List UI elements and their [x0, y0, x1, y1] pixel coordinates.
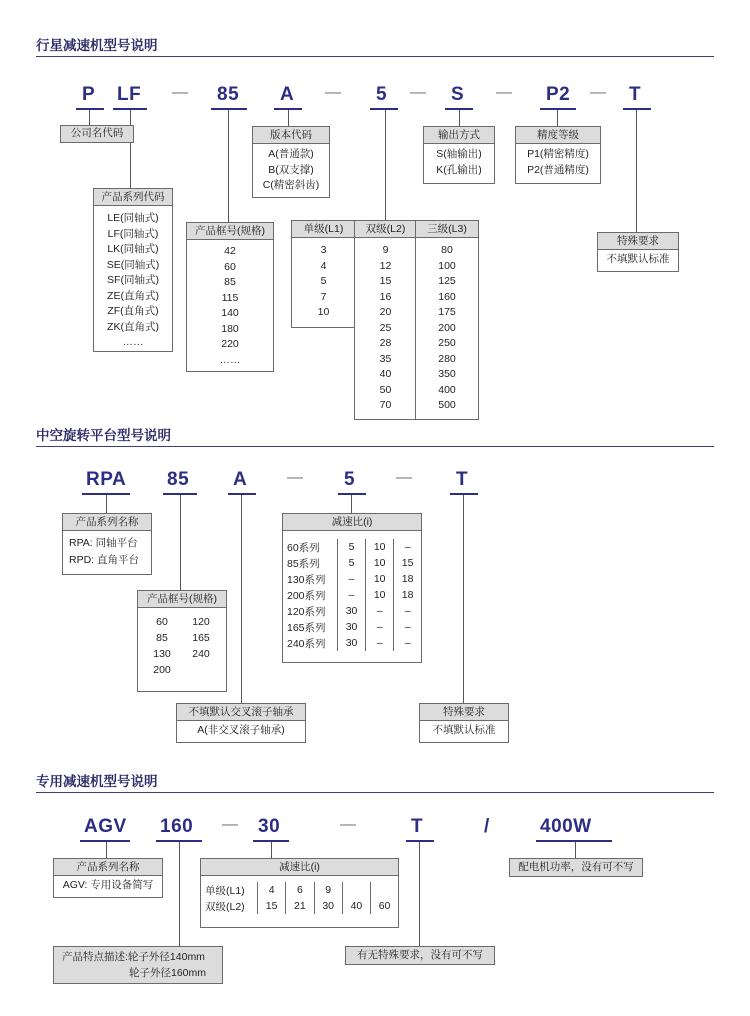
code-s: S — [451, 84, 465, 105]
output-item: S(轴输出) — [436, 148, 482, 160]
ratio-value: – — [338, 571, 366, 587]
rotary-series-box — [62, 513, 152, 575]
code-p2: P2 — [546, 84, 571, 105]
ratio-label: 60系列 — [283, 539, 338, 555]
ratio-label: 双级(L2) — [201, 898, 258, 914]
frame-value: 165 — [192, 632, 210, 644]
section1-rule — [36, 56, 714, 57]
ratio-label: 165系列 — [283, 619, 338, 635]
feature-line: 轮子外径140mm — [127, 951, 205, 963]
series-item: ZK(直角式) — [107, 320, 159, 333]
code-p: P — [82, 84, 96, 105]
frame-value: 130 — [153, 648, 171, 660]
ratio-l1-list — [292, 238, 355, 321]
feature-label: 产品特点描述: — [62, 951, 128, 963]
section3-rule — [36, 792, 714, 793]
ratio-value: 100 — [438, 259, 456, 272]
connector — [351, 495, 352, 513]
connector — [419, 842, 420, 946]
code-lf: LF — [117, 84, 142, 105]
ratio-value: 18 — [401, 573, 414, 585]
ratio-value: 5 — [338, 555, 366, 571]
series-code-box — [93, 188, 173, 352]
ratio-value: 9 — [382, 244, 389, 256]
ratio-value: 12 — [379, 259, 392, 272]
code-5-underline — [370, 108, 398, 110]
code-t: T — [629, 84, 642, 105]
ratio-value: 10 — [366, 539, 394, 555]
ratio-label: 120系列 — [283, 603, 338, 619]
precision-head: 精度等级 — [516, 127, 600, 144]
precision-item: P1(精密精度) — [527, 148, 589, 160]
ratio-value: – — [366, 603, 394, 619]
agv-motor-text: 配电机功率，没有可不写 — [518, 861, 634, 873]
ratio-value: 50 — [379, 383, 392, 396]
code-t-underline — [406, 840, 434, 842]
agv-ratio-box — [200, 858, 399, 928]
bearing-box — [176, 703, 306, 743]
code-a: A — [280, 84, 295, 105]
ratio-value: 9 — [314, 882, 342, 898]
ratio-value: 40 — [342, 898, 370, 914]
series-item: ZE(直角式) — [107, 289, 159, 302]
frame-item: …… — [219, 353, 241, 366]
ratio-value: 21 — [286, 898, 314, 914]
ratio-value: 200 — [438, 321, 456, 334]
dash: — — [410, 84, 426, 101]
feature-line: 轮子外径160mm — [129, 967, 207, 979]
dash: — — [590, 84, 606, 101]
ratio-value: – — [404, 637, 411, 649]
section2-rule — [36, 446, 714, 447]
ratio-value: – — [404, 605, 411, 617]
ratio-label: 130系列 — [283, 571, 338, 587]
rotary-frame-list — [138, 608, 226, 678]
ratio-value: 5 — [320, 275, 327, 287]
ratio-value: – — [404, 541, 411, 553]
agv-ratio-table — [201, 882, 398, 914]
table-row — [201, 898, 398, 914]
ratio-l2-col — [354, 220, 417, 420]
code-agv-underline — [80, 840, 130, 842]
frame-item: 180 — [221, 322, 239, 335]
ratio-value: 125 — [438, 275, 456, 287]
connector — [463, 495, 464, 703]
ratio-value: 16 — [379, 290, 392, 303]
bearing-head: 不填默认交叉滚子轴承 — [177, 704, 305, 721]
special-req-box — [597, 232, 679, 272]
connector — [130, 110, 131, 188]
version-code-box — [252, 126, 330, 198]
dash: — — [496, 84, 512, 101]
ratio-value: 70 — [379, 399, 392, 411]
dash: — — [325, 84, 341, 101]
ratio-value: – — [338, 587, 366, 603]
output-type-box — [423, 126, 495, 184]
table-row — [283, 635, 421, 651]
ratio-value: 280 — [438, 352, 456, 365]
connector — [89, 110, 90, 125]
precision-item: P2(普通精度) — [527, 163, 589, 176]
rotary-ratio-box — [282, 513, 422, 663]
rotary-ratio-head: 减速比(i) — [283, 514, 421, 531]
connector — [228, 110, 229, 222]
ratio-label: 单级(L1) — [201, 882, 258, 898]
frame-value: 240 — [192, 648, 210, 660]
output-type-head: 输出方式 — [424, 127, 494, 144]
rotary-series-list — [63, 531, 151, 569]
rotary-special-text: 不填默认标准 — [432, 724, 496, 736]
code-t-underline — [450, 493, 478, 495]
agv-feature-box — [53, 946, 223, 984]
code-agv: AGV — [84, 816, 127, 837]
ratio-value: 15 — [379, 275, 392, 287]
agv-series-head: 产品系列名称 — [54, 859, 162, 876]
rotary-special-head: 特殊要求 — [420, 704, 508, 721]
section3-title: 专用减速机型号说明 — [36, 774, 158, 789]
code-t: T — [411, 816, 424, 837]
code-400w: 400W — [540, 816, 592, 837]
connector — [288, 110, 289, 126]
version-item: A(普通款) — [268, 148, 314, 160]
ratio-value: 30 — [338, 603, 366, 619]
connector — [241, 495, 242, 703]
ratio-l3-list — [416, 238, 478, 414]
special-req-text: 不填默认标准 — [606, 253, 670, 265]
agv-series-text: AGV: 专用设备简写 — [62, 879, 154, 891]
ratio-label: 200系列 — [283, 587, 338, 603]
rotary-special-box — [419, 703, 509, 743]
ratio-value: 400 — [438, 383, 456, 396]
bearing-text: A(非交叉滚子轴承) — [197, 724, 285, 736]
dash: — — [340, 816, 356, 833]
agv-special-text: 有无特殊要求，没有可不写 — [357, 949, 483, 961]
dash: — — [222, 816, 238, 833]
code-a-underline — [228, 493, 256, 495]
ratio-value: 6 — [286, 882, 314, 898]
connector — [180, 495, 181, 590]
ratio-value: 4 — [320, 259, 327, 272]
frame-size-head: 产品框号(规格) — [187, 223, 273, 240]
series-item: SE(同轴式) — [106, 258, 160, 271]
ratio-value: 18 — [401, 589, 414, 601]
ratio-value: 175 — [438, 306, 456, 318]
rotary-series-item: RPA: 同轴平台 — [69, 537, 138, 549]
ratio-l3-head: 三级(L3) — [416, 221, 478, 238]
ratio-value: 5 — [338, 539, 366, 555]
ratio-value: 10 — [366, 571, 394, 587]
ratio-value: – — [404, 621, 411, 633]
ratio-label: 85系列 — [283, 555, 338, 571]
agv-feature-body — [54, 947, 222, 981]
series-item: …… — [122, 336, 144, 348]
ratio-value: 15 — [258, 898, 286, 914]
ratio-value: 350 — [438, 368, 456, 380]
rotary-ratio-table — [283, 539, 421, 651]
ratio-value: – — [366, 635, 394, 651]
code-5: 5 — [376, 84, 388, 105]
series-item: LK(同轴式) — [107, 243, 159, 255]
connector — [179, 842, 180, 946]
version-item: C(精密斜齿) — [262, 179, 320, 191]
ratio-l1-head: 单级(L1) — [292, 221, 355, 238]
output-type-list — [424, 144, 494, 178]
ratio-l2-head: 双级(L2) — [355, 221, 416, 238]
dash: — — [396, 469, 412, 486]
ratio-value: 30 — [338, 635, 366, 651]
ratio-value: 500 — [438, 399, 456, 411]
series-code-head: 产品系列代码 — [94, 189, 172, 206]
frame-item: 85 — [224, 276, 236, 288]
table-row — [283, 619, 421, 635]
version-code-list — [253, 144, 329, 194]
code-p2-underline — [540, 108, 576, 110]
ratio-l1-col — [291, 220, 356, 328]
code-t-underline — [623, 108, 651, 110]
series-code-list — [94, 206, 172, 351]
company-code-head: 公司名代码 — [61, 126, 133, 142]
version-code-head: 版本代码 — [253, 127, 329, 144]
rotary-frame-box — [137, 590, 227, 692]
connector — [271, 842, 272, 858]
ratio-value — [371, 882, 398, 898]
ratio-value: 35 — [379, 352, 392, 365]
code-rpa: RPA — [86, 469, 127, 490]
frame-value: 120 — [192, 616, 210, 628]
series-item: LF(同轴式) — [107, 227, 159, 240]
ratio-value — [342, 882, 370, 898]
ratio-value: 160 — [438, 290, 456, 303]
rotary-frame-head: 产品框号(规格) — [138, 591, 226, 608]
table-row — [283, 603, 421, 619]
ratio-value: 20 — [379, 306, 392, 318]
ratio-value: – — [366, 619, 394, 635]
frame-value — [186, 662, 216, 678]
agv-ratio-head: 减速比(i) — [201, 859, 398, 876]
ratio-value: 25 — [379, 321, 392, 334]
code-85-underline — [211, 108, 247, 110]
frame-value: 85 — [156, 632, 168, 644]
code-a: A — [233, 469, 248, 490]
frame-item: 60 — [224, 260, 236, 273]
table-row — [283, 555, 421, 571]
company-code-box — [60, 125, 134, 143]
code-t: T — [456, 469, 469, 490]
code-160: 160 — [160, 816, 194, 837]
ratio-value: 80 — [441, 244, 453, 256]
frame-item: 220 — [221, 338, 239, 350]
frame-size-box — [186, 222, 274, 372]
ratio-l3-col — [415, 220, 479, 420]
ratio-value: 4 — [258, 882, 286, 898]
precision-list — [516, 144, 600, 178]
frame-value: 200 — [153, 664, 171, 676]
series-item: ZF(直角式) — [107, 305, 159, 317]
frame-value: 60 — [156, 616, 168, 628]
precision-box — [515, 126, 601, 184]
table-row — [201, 882, 398, 898]
code-85: 85 — [167, 469, 190, 490]
ratio-l2-list — [355, 238, 416, 414]
dash: — — [172, 84, 188, 101]
connector — [575, 842, 576, 858]
table-row — [283, 539, 421, 555]
frame-item: 42 — [224, 245, 236, 257]
code-5-underline — [338, 493, 366, 495]
section2-title: 中空旋转平台型号说明 — [36, 428, 171, 443]
frame-item: 140 — [221, 307, 239, 319]
connector — [385, 110, 386, 220]
code-400w-underline — [536, 840, 612, 842]
ratio-value: 15 — [401, 557, 414, 569]
version-item: B(双支撑) — [268, 163, 314, 176]
ratio-value: 28 — [379, 337, 392, 349]
connector — [459, 110, 460, 126]
frame-size-list — [187, 240, 273, 368]
code-p-underline — [76, 108, 104, 110]
connector — [636, 110, 637, 232]
output-item: K(孔输出) — [436, 163, 482, 176]
code-85: 85 — [217, 84, 240, 105]
connector — [106, 842, 107, 858]
ratio-value: 10 — [366, 555, 394, 571]
series-item: LE(同轴式) — [107, 212, 159, 224]
ratio-value: 60 — [378, 900, 391, 912]
ratio-value: 30 — [338, 619, 366, 635]
table-row — [283, 571, 421, 587]
section1-title: 行星减速机型号说明 — [36, 38, 158, 53]
series-item: SF(同轴式) — [107, 274, 159, 286]
frame-item: 115 — [221, 291, 239, 304]
connector — [106, 495, 107, 513]
ratio-value: 30 — [314, 898, 342, 914]
code-30: 30 — [258, 816, 281, 837]
ratio-label: 240系列 — [283, 635, 338, 651]
code-slash: / — [484, 816, 490, 837]
dash: — — [287, 469, 303, 486]
connector — [557, 110, 558, 126]
ratio-value: 3 — [320, 244, 327, 256]
ratio-value: 10 — [317, 306, 330, 318]
ratio-value: 250 — [438, 337, 456, 349]
code-5: 5 — [344, 469, 356, 490]
rotary-series-head: 产品系列名称 — [63, 514, 151, 531]
ratio-value: 40 — [379, 368, 392, 380]
agv-special-box — [345, 946, 495, 965]
agv-motor-box — [509, 858, 643, 877]
ratio-value: 7 — [320, 290, 327, 303]
special-req-head: 特殊要求 — [598, 233, 678, 250]
rotary-series-item: RPD: 直角平台 — [69, 554, 140, 566]
table-row — [283, 587, 421, 603]
agv-series-box — [53, 858, 163, 898]
ratio-value: 10 — [366, 587, 394, 603]
